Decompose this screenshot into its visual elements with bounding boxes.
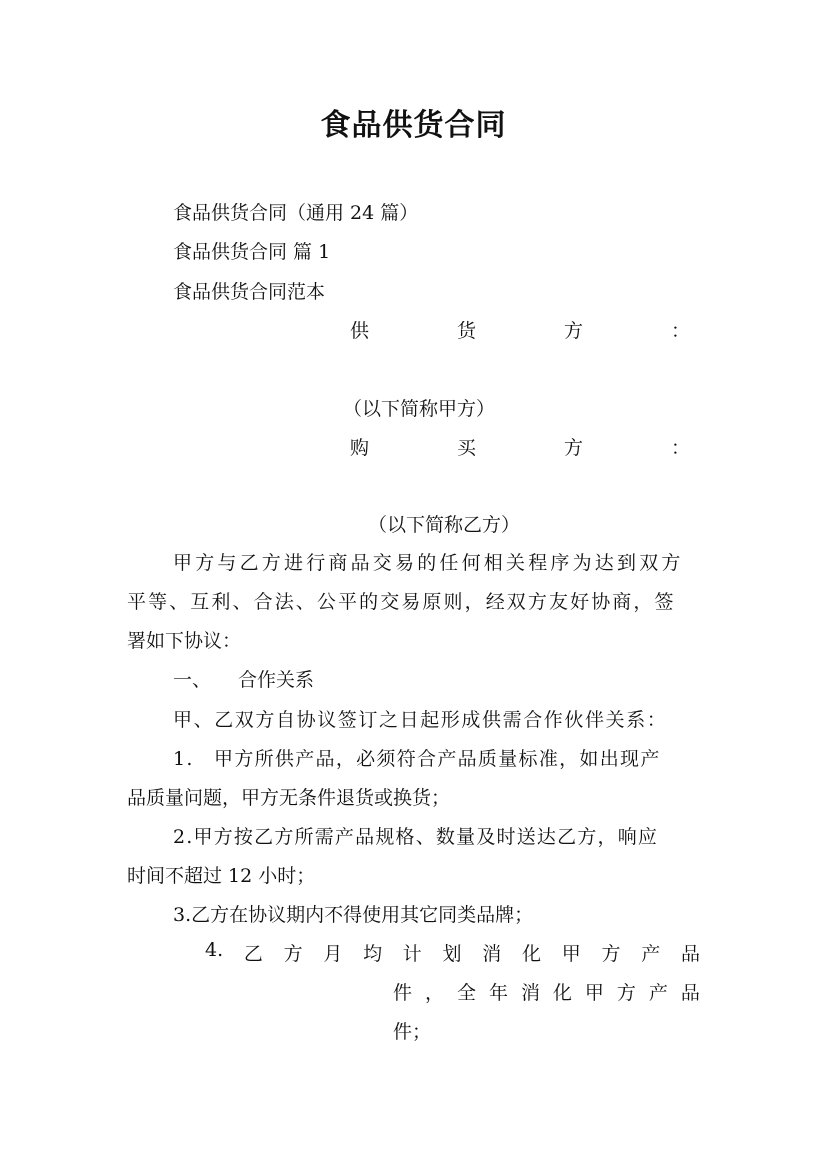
- supplier-label: [350, 316, 690, 343]
- item2-line-a: 2.甲方按乙方所需产品规格、数量及时送达乙方，响应: [173, 826, 659, 848]
- para1-line-a: 甲方与乙方进行商品交易的任何相关程序为达到双方: [173, 552, 684, 574]
- section-1-number: 一、: [173, 669, 212, 691]
- supplier-char: 供: [350, 320, 370, 342]
- section-1-title: 合作关系: [238, 669, 315, 691]
- item4-char: 计: [402, 943, 422, 965]
- item1-line-a: 1. 甲方所供产品，必须符合产品质量标准，如出现产: [173, 748, 661, 770]
- item4-char: 均: [363, 943, 383, 965]
- item4-char: 产: [641, 943, 661, 965]
- item4-char: 品: [680, 943, 700, 965]
- item4-char: 方: [601, 943, 621, 965]
- buyer-char: 买: [456, 437, 476, 459]
- para1-line-c: 署如下协议：: [127, 630, 242, 652]
- document-title: 食品供货合同: [320, 108, 507, 143]
- item4-char: 消: [482, 943, 502, 965]
- item4-char: 化: [552, 982, 572, 1004]
- item4-char: 产: [648, 982, 668, 1004]
- item4-char: 品: [680, 982, 700, 1004]
- item4-char: 甲: [584, 982, 604, 1004]
- buyer-char: 购: [350, 437, 370, 459]
- item4-char: 全: [456, 982, 476, 1004]
- intro-line-3: 食品供货合同范本: [173, 281, 326, 303]
- supplier-char: 货: [456, 320, 476, 342]
- item4-line-3: 件；: [393, 1021, 432, 1043]
- item4-char: 乙: [243, 943, 263, 965]
- item4-line-2: [393, 978, 700, 1005]
- para1-line-b: 平等、互利、合法、公平的交易原则，经双方友好协商，签: [127, 591, 676, 613]
- intro-line-1: 食品供货合同（通用 24 篇）: [173, 202, 419, 224]
- item4-char: 甲: [561, 943, 581, 965]
- item4-char: 消: [520, 982, 540, 1004]
- item4-char: 4.: [205, 939, 224, 961]
- buyer-char: ：: [670, 437, 690, 459]
- supplier-char: ：: [670, 320, 690, 342]
- buyer-note: （以下简称乙方）: [368, 514, 521, 536]
- item4-char: 年: [488, 982, 508, 1004]
- item4-char: 划: [442, 943, 462, 965]
- para2: 甲、乙双方自协议签订之日起形成供需合作伙伴关系：: [173, 709, 668, 731]
- buyer-label: [350, 433, 690, 460]
- item4-char: 月: [323, 943, 343, 965]
- item4-char: 方: [616, 982, 636, 1004]
- item2-line-b: 时间不超过 12 小时；: [127, 865, 316, 887]
- supplier-char: 方: [563, 320, 583, 342]
- item4-line-1: [205, 939, 700, 966]
- item4-char: ，: [424, 982, 444, 1004]
- item4-char: 件: [393, 982, 413, 1004]
- item4-char: 方: [283, 943, 303, 965]
- buyer-char: 方: [563, 437, 583, 459]
- intro-line-2: 食品供货合同 篇 1: [173, 241, 331, 263]
- item3: 3.乙方在协议期内不得使用其它同类品牌；: [173, 904, 534, 926]
- supplier-note: （以下简称甲方）: [343, 398, 496, 420]
- item1-line-b: 品质量问题，甲方无条件退货或换货；: [127, 787, 451, 809]
- item4-char: 化: [522, 943, 542, 965]
